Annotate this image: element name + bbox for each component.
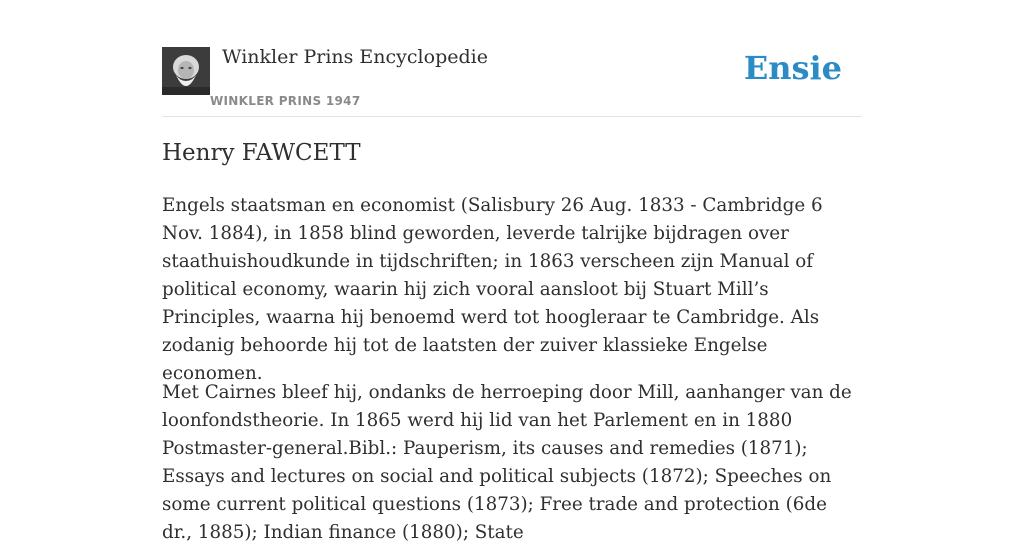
site-subtitle[interactable]: WINKLER PRINS 1947 [210, 94, 361, 108]
avatar[interactable] [162, 47, 210, 95]
site-name[interactable]: Winkler Prins Encyclopedie [222, 46, 488, 68]
article-paragraph: Met Cairnes bleef hij, ondanks de herroeping door Mill, aanhanger van de loonfondstheorie. In 1865 werd hij lid van het Parlement en in 1880 Postmaster-general.Bibl.: Pauperism, its causes and remedies (1871); Essays and lectures on social and political subjects (1872); Speeches on some current political questions (1873); Free trade and protection (6de dr., 1885); Indian finance (1880); State [162, 382, 852, 543]
portrait-photo-icon [162, 47, 210, 95]
article-paragraph: Engels staatsman en economist (Salisbury 26 Aug. 1833 - Cambridge 6 Nov. 1884), in 1858 blind geworden, leverde talrijke bijdragen over staathuishoudkunde in tijdschriften; in 1863 verscheen zijn Manual of political economy, waarin hij zich vooral aansloot bij Stuart Mill’s Principles, waarna hij benoemd werd tot hoogleraar te Cambridge. Als zodanig behoorde hij tot de laatsten der zuiver klassieke Engelse economen. [162, 195, 823, 384]
site-header [162, 0, 862, 117]
page-container [162, 0, 862, 543]
brand-logo[interactable]: Ensie [743, 49, 842, 87]
article-title: Henry FAWCETT [162, 140, 361, 166]
